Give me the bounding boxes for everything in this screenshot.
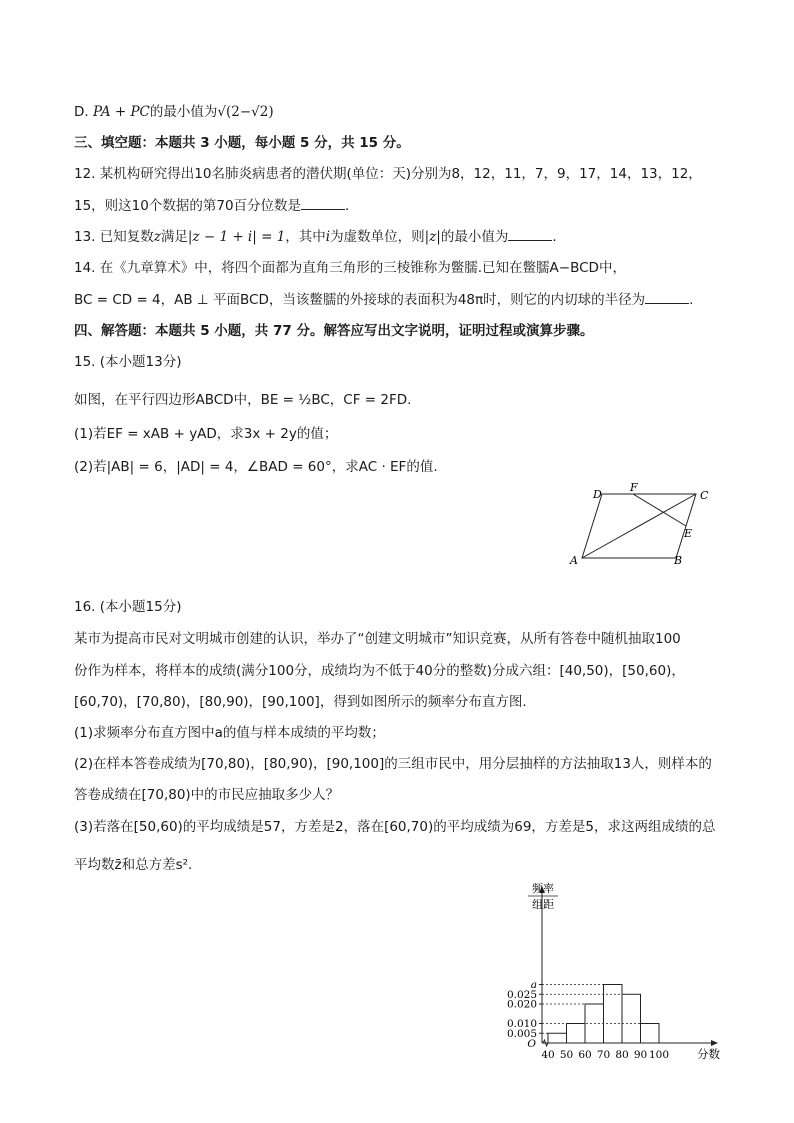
x-axis-label: 分数: [697, 1047, 720, 1061]
answer-blank: [301, 197, 345, 210]
point-a-label: A: [570, 554, 578, 567]
y-tick-label: 0.010: [506, 1018, 537, 1030]
section-3-heading: 三、填空题：本题共 3 小题，每小题 5 分，共 15 分。: [74, 135, 410, 151]
question-13-condition: |z − 1 + i| = 1: [187, 229, 286, 245]
point-f-label: F: [630, 482, 638, 494]
question-15-part-1: (1)若EF = xAB + yAD，求3x + 2y的值；: [74, 426, 338, 442]
question-16-stem-1: 某市为提高市民对文明城市创建的认识，举办了“创建文明城市”知识竞赛，从所有答卷中随机抽取100: [74, 631, 681, 647]
question-16-title: 16. (本小题15分): [74, 599, 182, 615]
question-16-part-3-line-1: (3)若落在[50,60)的平均成绩是57，方差是2，落在[60,70)的平均成绩为69，方差是5，求这两组成绩的总: [74, 819, 716, 835]
question-16-part-1: (1)求频率分布直方图中a的值与样本成绩的平均数；: [74, 725, 385, 741]
question-15-part-2: (2)若|AB| = 6，|AD| = 4，∠BAD = 60°，求AC · EF的值.: [74, 459, 438, 475]
question-15-stem: 如图，在平行四边形ABCD中，BE = ½BC，CF = 2FD.: [74, 392, 412, 408]
question-12-line-2: 15，则这10个数据的第70百分位数是 .: [74, 198, 350, 214]
option-d-expression: PA + PC: [92, 104, 150, 120]
question-16-part-2-line-1: (2)在样本答卷成绩为[70,80)，[80,90)，[90,100]的三组市民中，用分层抽样的方法抽取13人，则样本的: [74, 756, 712, 772]
x-tick-label: 60: [578, 1049, 592, 1061]
point-b-label: B: [674, 554, 683, 567]
histogram-bar: [622, 994, 641, 1043]
question-16-part-2-line-2: 答卷成绩在[70,80)中的市民应抽取多少人？: [74, 787, 340, 803]
section-4-heading: 四、解答题：本题共 5 小题，共 77 分。解答应写出文字说明，证明过程或演算步骤。: [74, 323, 594, 339]
option-d-text: 的最小值为: [149, 104, 218, 120]
histogram-bar: [567, 1024, 586, 1044]
answer-blank: [645, 291, 689, 304]
question-15-title: 15. (本小题13分): [74, 354, 182, 370]
histogram-bar: [548, 1033, 567, 1043]
x-axis-arrow: [711, 1040, 718, 1046]
segment-ef: [633, 494, 686, 526]
point-c-label: C: [700, 489, 709, 502]
histogram-bar: [641, 1024, 660, 1044]
y-axis-label-denominator: 组距: [532, 898, 554, 911]
question-13: 13. 已知复数z满足|z − 1 + i| = 1，其中i为虚数单位，则|z|的最小值为 .: [74, 229, 557, 245]
question-12-line-1: 12. 某机构研究得出10名肺炎病患者的潜伏期(单位：天)分别为8，12，11，7，9，17，14，13，12，: [74, 166, 702, 182]
answer-blank: [508, 228, 552, 241]
x-tick-label: 50: [559, 1049, 574, 1061]
histogram-bar: [604, 985, 623, 1044]
question-14-line-1: 14. 在《九章算术》中，将四个面都为直角三角形的三棱锥称为鳖臑.已知在鳖臑A−BCD中，: [74, 260, 626, 276]
option-d-value: √(2−√2): [217, 104, 274, 120]
origin-label: O: [527, 1038, 536, 1050]
option-d: [74, 102, 274, 122]
x-tick-label: 90: [633, 1049, 648, 1061]
y-tick-label: 0.025: [506, 988, 537, 1001]
y-axis-label-numerator: 频率: [532, 882, 554, 895]
option-d-label: D.: [74, 104, 93, 120]
parallelogram-figure: [560, 482, 720, 572]
y-tick-label: 0.020: [506, 998, 537, 1011]
question-16-stem-3: [60,70)，[70,80)，[80,90)，[90,100]，得到如图所示的频率分布直方图.: [74, 694, 527, 710]
question-16-part-3-line-2: 平均数z̄和总方差s².: [74, 857, 193, 873]
point-d-label: D: [593, 488, 602, 501]
x-tick-label: 80: [615, 1049, 629, 1061]
x-tick-label: 70: [596, 1049, 611, 1061]
y-tick-label: a: [530, 979, 537, 991]
x-tick-label: 100: [648, 1049, 670, 1061]
question-14-line-2: BC = CD = 4，AB ⊥ 平面BCD，当该鳖臑的外接球的表面积为48π时，则它的内切球的半径为 .: [74, 292, 694, 308]
y-tick-label: 0.005: [506, 1027, 537, 1040]
x-tick-label: 40: [541, 1049, 555, 1061]
point-e-label: E: [684, 527, 693, 540]
question-16-stem-2: 份作为样本，将样本的成绩(满分100分，成绩均为不低于40分的整数)分成六组：[40,50)，[50,60)，: [74, 663, 685, 679]
frequency-histogram: [488, 878, 720, 1063]
